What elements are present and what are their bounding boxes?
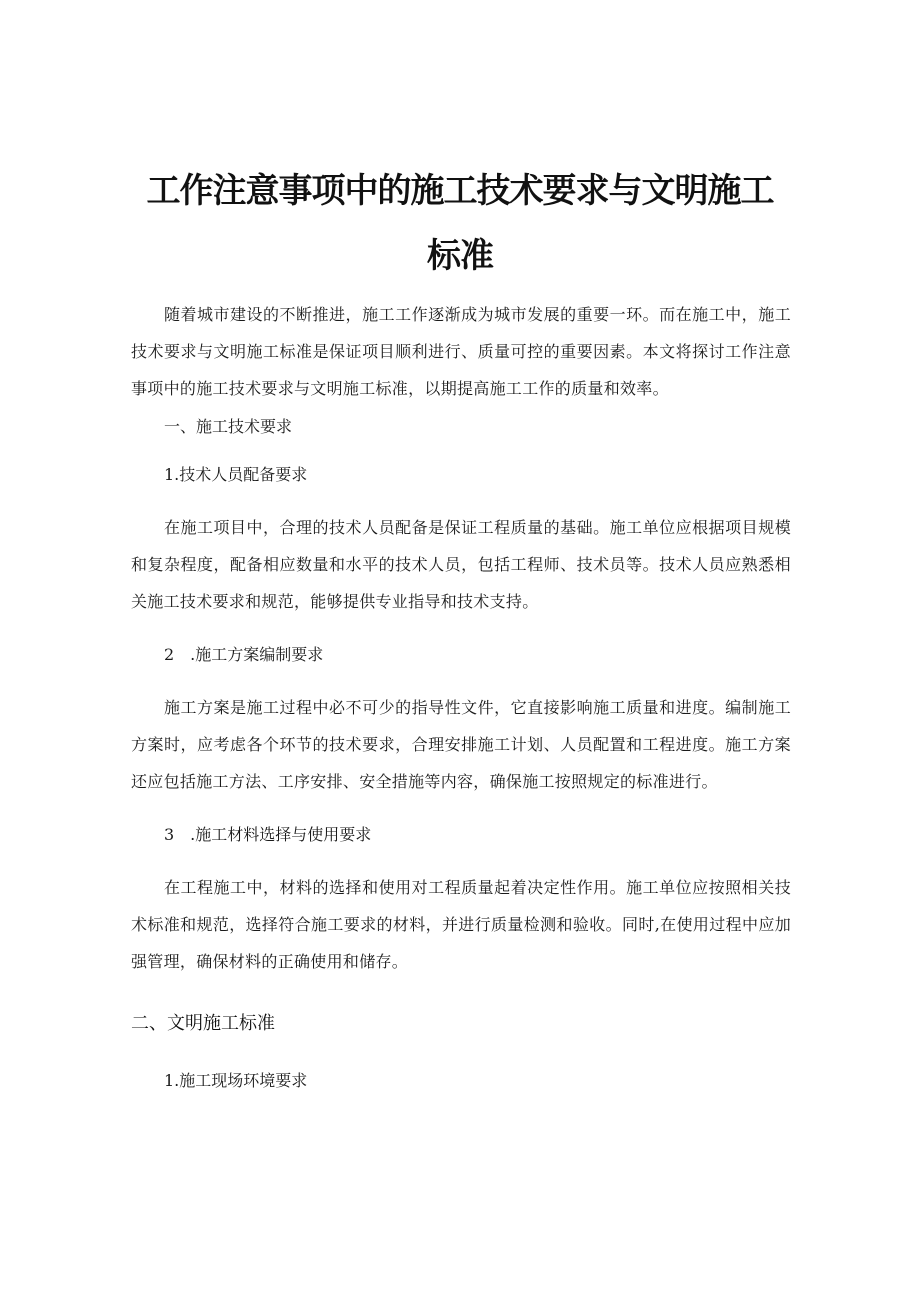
document-title-line-1: 工作注意事项中的施工技术要求与文明施工	[146, 171, 774, 211]
section-1-heading: 一、施工技术要求	[164, 417, 293, 436]
section-1-sub-2-heading: 2 .施工方案编制要求	[164, 645, 324, 664]
section-1-sub-1-body: 在施工项目中，合理的技术人员配备是保证工程质量的基础。施工单位应根据项目规模和复杂程度，配备相应数量和水平的技术人员，包括工程师、技术员等。技术人员应熟悉相关施工技术要求和规范，能够提供专业指导和技术支持。	[131, 518, 791, 611]
section-1-sub-2-body: 施工方案是施工过程中必不可少的指导性文件，它直接影响施工质量和进度。编制施工方案时，应考虑各个环节的技术要求，合理安排施工计划、人员配置和工程进度。施工方案还应包括施工方法、工序安排、安全措施等内容，确保施工按照规定的标准进行。	[131, 698, 791, 791]
section-2-sub-1-heading: 1.施工现场环境要求	[164, 1071, 308, 1090]
intro-paragraph: 随着城市建设的不断推进，施工工作逐渐成为城市发展的重要一环。而在施工中，施工技术要求与文明施工标准是保证项目顺利进行、质量可控的重要因素。本文将探讨工作注意事项中的施工技术要求与文明施工标准，以期提高施工工作的质量和效率。	[131, 305, 791, 398]
document-title-line-2: 标准	[427, 236, 493, 276]
section-1-sub-3-heading: 3 .施工材料选择与使用要求	[164, 825, 372, 844]
section-2-heading: 二、文明施工标准	[131, 1013, 275, 1034]
section-1-sub-1-heading: 1.技术人员配备要求	[164, 465, 308, 484]
section-1-sub-3-body: 在工程施工中，材料的选择和使用对工程质量起着决定性作用。施工单位应按照相关技术标准和规范，选择符合施工要求的材料，并进行质量检测和验收。同时,在使用过程中应加强管理，确保材料的正确使用和储存。	[131, 878, 791, 971]
